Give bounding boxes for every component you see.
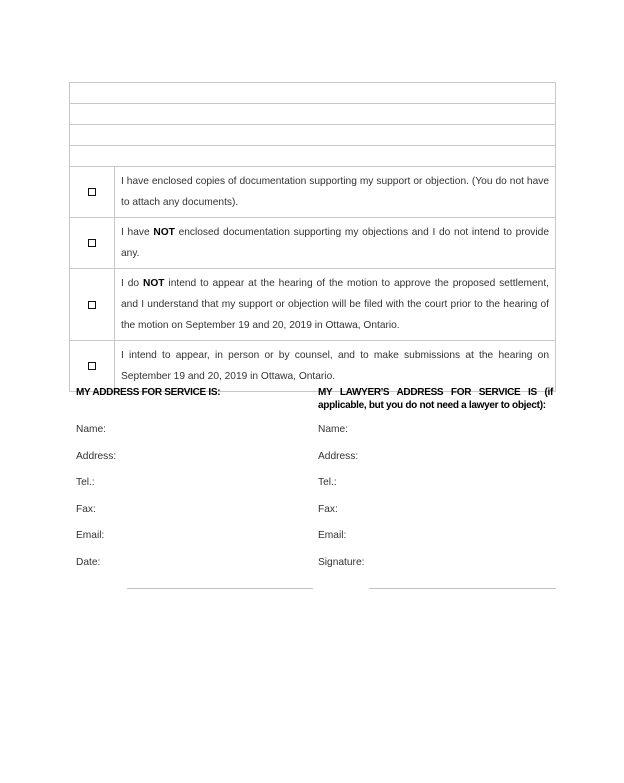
option-text: I intend to appear, in person or by counsel, and to make submissions at the hearing on September 19 and 20, 2019 in Ottawa, Ontario. (121, 350, 549, 382)
fax-label: Fax: (318, 504, 338, 515)
signature-line[interactable] (369, 588, 556, 589)
email-label: Email: (318, 530, 347, 541)
blank-row (69, 145, 556, 166)
checkbox-intend-to-appear[interactable] (88, 362, 96, 370)
blank-row (69, 124, 556, 145)
blank-row (69, 103, 556, 124)
lawyer-address-heading: MY LAWYER'S ADDRESS FOR SERVICE IS (if applicable, but you do not need a lawyer to object): (318, 387, 553, 411)
option-row-not-appear (69, 268, 556, 340)
name-label: Name: (318, 424, 349, 435)
date-line[interactable] (127, 588, 313, 589)
lawyer-address-section (318, 386, 553, 568)
email-label: Email: (76, 530, 105, 541)
date-label: Date: (76, 557, 101, 568)
options-table (69, 82, 556, 392)
signature-label: Signature: (318, 557, 365, 568)
fax-label: Fax: (76, 504, 96, 515)
option-text: I have enclosed copies of documentation supporting my support or objection. (You do not have to attach any documents). (121, 176, 549, 208)
my-address-heading: MY ADDRESS FOR SERVICE IS: (76, 387, 221, 398)
option-text: I do NOT intend to appear at the hearing of the motion to approve the proposed settlement, and I understand that my support or objection will be filed with the court prior to the hearing of the motion on September 19 and 20, 2019 in Ottawa, Ontario. (121, 278, 549, 331)
tel-label: Tel.: (76, 477, 95, 488)
option-text: I have NOT enclosed documentation supporting my objections and I do not intend to provide any. (121, 227, 549, 259)
blank-row (69, 82, 556, 103)
address-label: Address: (76, 451, 117, 462)
option-row-documents-enclosed (69, 166, 556, 217)
name-label: Name: (76, 424, 107, 435)
my-address-section (76, 386, 306, 568)
checkbox-documents-enclosed[interactable] (88, 188, 96, 196)
address-label: Address: (318, 451, 359, 462)
tel-label: Tel.: (318, 477, 337, 488)
checkbox-not-appear[interactable] (88, 301, 96, 309)
option-row-documents-not-enclosed (69, 217, 556, 268)
option-row-intend-to-appear (69, 340, 556, 392)
checkbox-documents-not-enclosed[interactable] (88, 239, 96, 247)
